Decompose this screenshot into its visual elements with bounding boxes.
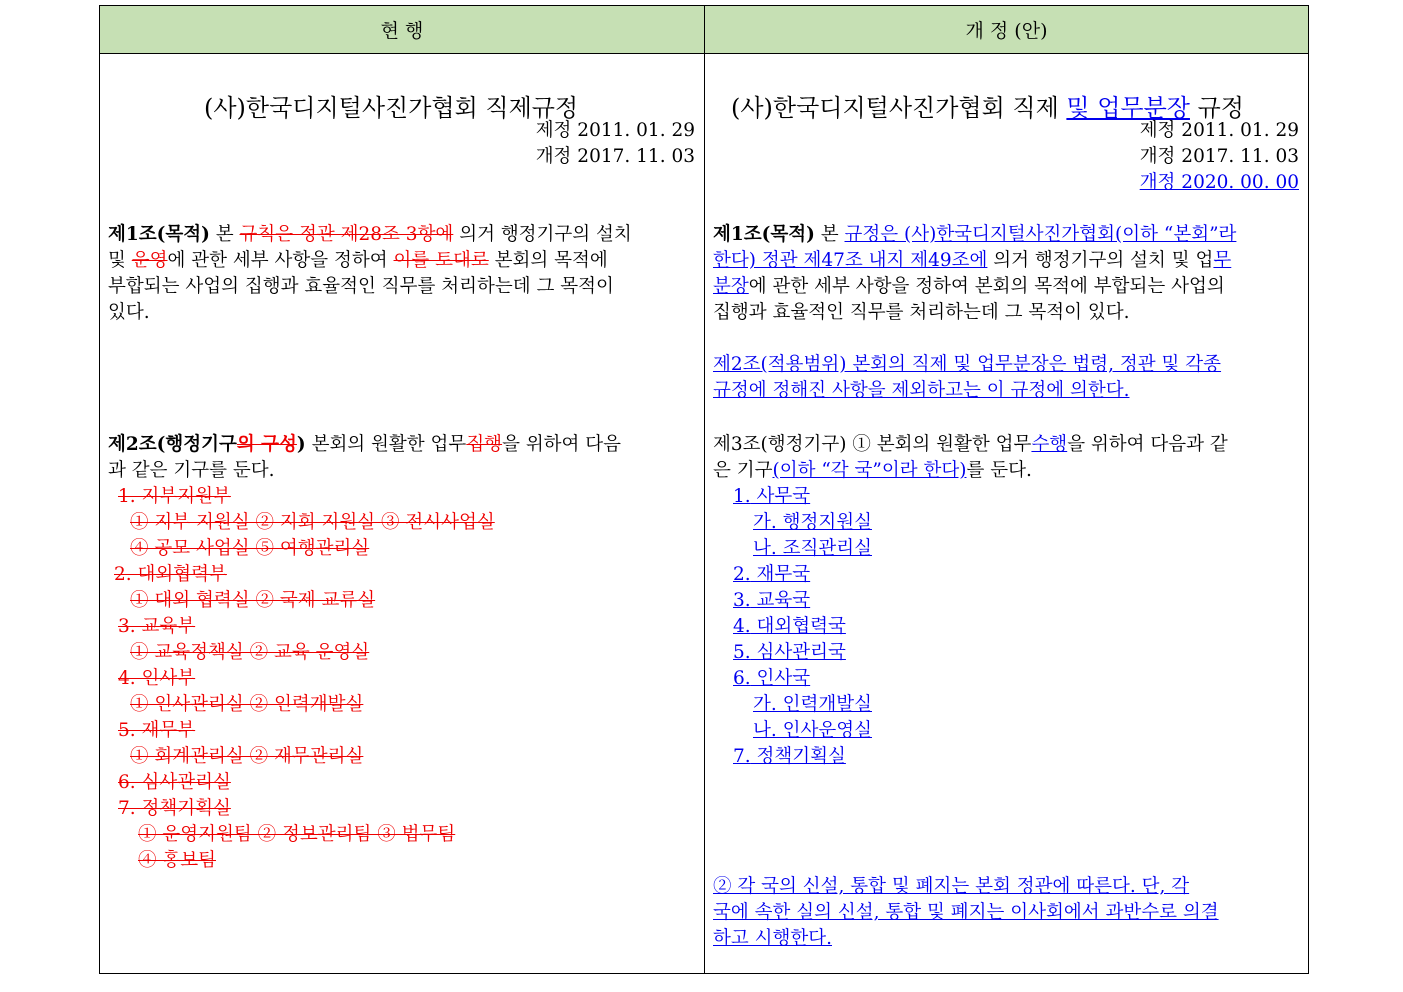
text: 본 [209, 224, 240, 245]
item-number: 6. [733, 668, 751, 689]
revised-art1-line3 [713, 274, 1225, 300]
item-number: 4. [733, 616, 751, 637]
deleted-item: 3. 교육부 [118, 616, 196, 637]
revised-art3-para2-line3: 하고 시행한다. [713, 928, 832, 949]
inserted-text: 및 업무분장 [1066, 94, 1190, 122]
revised-enact-date: 제정 2011. 01. 29 [1139, 120, 1299, 141]
revised-art3-line2 [713, 458, 1032, 484]
art2-heading: 제2조(행정기구 [108, 434, 237, 455]
text: 을 위하여 다음과 같 [1067, 434, 1228, 455]
revised-art1-line2 [713, 248, 1231, 274]
revised-art2-line1: 제2조(적용범위) 본회의 직제 및 업무분장은 법령, 정관 및 각종 [713, 354, 1222, 375]
deleted-text: 의 구성 [236, 434, 297, 455]
deleted-text: 규칙은 정관 제28조 3항에 [239, 224, 454, 245]
text: 에 관한 세부 사항을 정하여 [167, 250, 394, 271]
current-art2-line2: 과 같은 기구를 둔다. [108, 460, 275, 481]
deleted-item: ① 대외 협력실 ② 국제 교류실 [130, 590, 376, 611]
inserted-text: (이하 “각 국”이라 한다) [772, 460, 967, 481]
text: 은 기구 [713, 460, 773, 481]
text: 제3조(행정기구) ① 본회의 원활한 업무 [713, 434, 1032, 455]
deleted-item: 1. 지부지원부 [118, 486, 231, 507]
deleted-item: 4. 인사부 [118, 668, 196, 689]
inserted-text: 규정은 (사)한국디지털사진가협회(이하 “본회”라 [844, 224, 1237, 245]
current-art1-line2 [108, 248, 608, 274]
current-title: (사)한국디지털사진가협회 직제규정 [204, 94, 579, 122]
current-art1-line3: 부합되는 사업의 집행과 효율적인 직무를 처리하는데 그 목적이 [108, 276, 614, 297]
item-number: 3. [733, 590, 751, 611]
art1-heading: 제1조(목적) [713, 224, 815, 245]
text: 본회의 목적에 [488, 250, 608, 271]
text: 의거 행정기구의 설치 및 업 [987, 250, 1214, 271]
current-amend-date: 개정 2017. 11. 03 [535, 146, 695, 167]
item-text: 인사국 [750, 668, 811, 689]
revised-amend-date-1: 개정 2017. 11. 03 [1139, 146, 1299, 167]
text: 본 [814, 224, 845, 245]
text: 의거 행정기구의 설치 [453, 224, 632, 245]
revised-item [733, 614, 846, 640]
revised-item [733, 588, 810, 614]
text: (사)한국디지털사진가협회 직제 [731, 94, 1067, 122]
revised-item [733, 484, 810, 510]
comparison-table [99, 5, 1309, 974]
inserted-text: 무 [1213, 250, 1232, 271]
deleted-item: ① 운영지원팀 ② 정보관리팀 ③ 법무팀 [138, 824, 456, 845]
deleted-text: 이를 토대로 [393, 250, 489, 271]
revised-subitem: 나. 인사운영실 [753, 720, 872, 741]
deleted-item: 2. 대외협력부 [114, 564, 227, 585]
text: 본회의 원활한 업무 [305, 434, 467, 455]
text: 에 관한 세부 사항을 정하여 본회의 목적에 부합되는 사업의 [748, 276, 1225, 297]
item-text: 교육국 [750, 590, 811, 611]
revised-item [733, 744, 846, 770]
inserted-text: 수행 [1031, 434, 1068, 455]
revised-art3-line1 [713, 432, 1228, 458]
deleted-item: ① 회계관리실 ② 재무관리실 [130, 746, 364, 767]
current-art1-line4: 있다. [108, 302, 150, 323]
text: 를 둔다. [966, 460, 1032, 481]
deleted-item: ① 지부 지원실 ② 지회 지원실 ③ 전시사업실 [130, 512, 495, 533]
revised-amend-date-2: 개정 2020. 00. 00 [1139, 172, 1299, 193]
revised-subitem: 나. 조직관리실 [753, 538, 872, 559]
art2-heading-close: ) [296, 434, 306, 455]
inserted-text: 분장 [713, 276, 749, 297]
deleted-text: 운영 [131, 250, 168, 271]
deleted-item: ④ 공모 사업실 ⑤ 여행관리실 [130, 538, 370, 559]
current-art1-line1 [108, 222, 632, 248]
deleted-item: ① 인사관리실 ② 인력개발실 [130, 694, 364, 715]
deleted-item: 6. 심사관리실 [118, 772, 231, 793]
text: 규정 [1189, 94, 1244, 122]
current-art2-line1 [108, 432, 621, 458]
deleted-item: 5. 재무부 [118, 720, 196, 741]
header-revised: 개 정 (안) [704, 6, 1308, 54]
revised-subitem: 가. 인력개발실 [753, 694, 872, 715]
item-number: 2. [733, 564, 751, 585]
revised-item [733, 562, 810, 588]
item-number: 7. [733, 746, 751, 767]
revised-art1-line1 [713, 222, 1236, 248]
deleted-item: ① 교육정책실 ② 교육 운영실 [130, 642, 370, 663]
revised-subitem: 가. 행정지원실 [753, 512, 872, 533]
deleted-item: ④ 홍보팀 [138, 850, 216, 871]
item-number: 1. [733, 486, 751, 507]
revised-item [733, 640, 846, 666]
item-number: 5. [733, 642, 751, 663]
deleted-item: 7. 정책기획실 [118, 798, 231, 819]
current-column [100, 54, 704, 973]
item-text: 사무국 [750, 486, 811, 507]
revised-art2-line2: 규정에 정해진 사항을 제외하고는 이 규정에 의한다. [713, 380, 1130, 401]
item-text: 정책기획실 [750, 746, 846, 767]
current-enact-date: 제정 2011. 01. 29 [535, 120, 695, 141]
deleted-text: 집행 [466, 434, 503, 455]
revised-art3-para2-line1: ② 각 국의 신설, 통합 및 폐지는 본회 정관에 따른다. 단, 각 [713, 876, 1190, 897]
revised-art1-line4: 집행과 효율적인 직무를 처리하는데 그 목적이 있다. [713, 302, 1130, 323]
item-text: 재무국 [750, 564, 811, 585]
revised-column [704, 54, 1308, 973]
revised-item [733, 666, 810, 692]
inserted-text: 한다) 정관 제47조 내지 제49조에 [713, 250, 988, 271]
header-current: 현 행 [100, 6, 704, 54]
item-text: 대외협력국 [750, 616, 846, 637]
item-text: 심사관리국 [750, 642, 846, 663]
art1-heading: 제1조(목적) [108, 224, 210, 245]
text: 을 위하여 다음 [502, 434, 622, 455]
text: 및 [108, 250, 132, 271]
revised-art3-para2-line2: 국에 속한 실의 신설, 통합 및 폐지는 이사회에서 과반수로 의결 [713, 902, 1219, 923]
